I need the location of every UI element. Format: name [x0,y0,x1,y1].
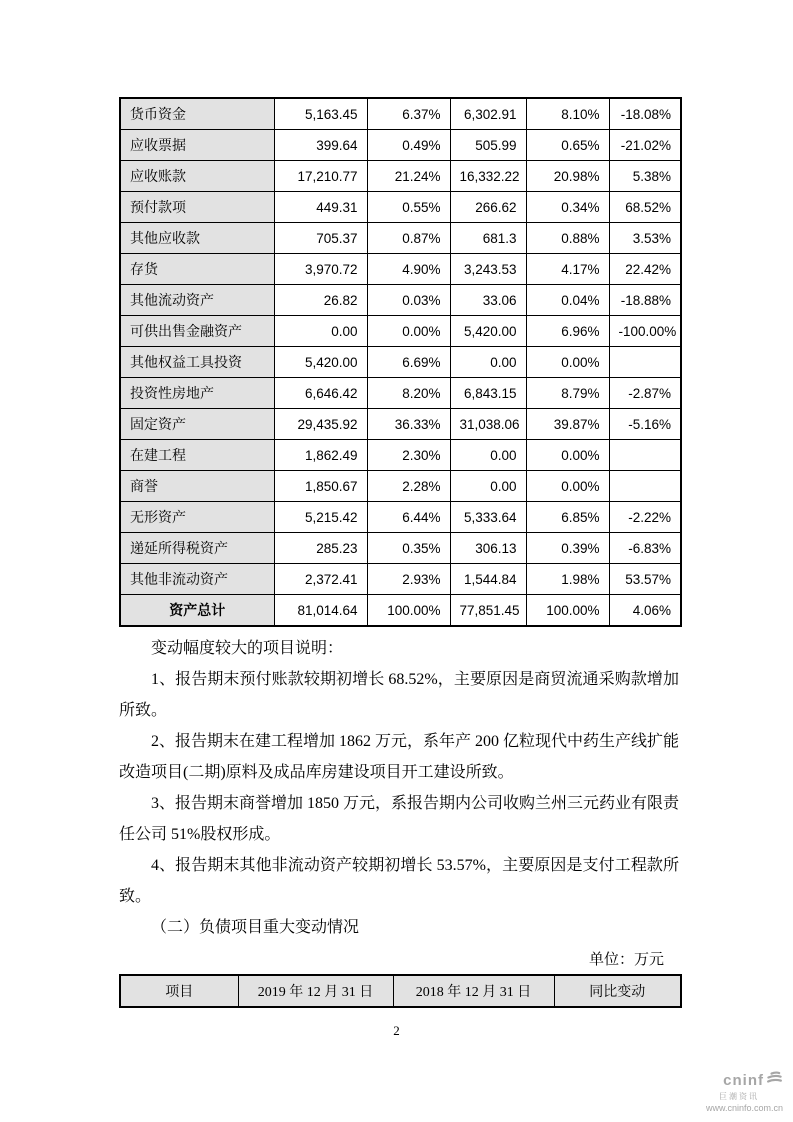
value-cell: 1,850.67 [274,471,367,502]
asset-table-row [120,409,681,440]
value-cell: -100.00% [609,316,681,347]
page-number: 2 [393,1023,400,1038]
asset-table-row [120,130,681,161]
note-paragraph: 4、报告期末其他非流动资产较期初增长 53.57%，主要原因是支付工程款所致。 [119,857,679,905]
value-cell: 0.00% [526,440,609,471]
value-cell: 4.90% [367,254,450,285]
value-cell: 31,038.06 [450,409,526,440]
value-cell: 0.00 [450,347,526,378]
asset-table-row [120,254,681,285]
item-name-cell: 投资性房地产 [120,378,274,409]
asset-table-row [120,440,681,471]
value-cell: 6.37% [367,98,450,130]
value-cell: 0.35% [367,533,450,564]
value-cell: 2.28% [367,471,450,502]
item-name-cell: 无形资产 [120,502,274,533]
value-cell: 266.62 [450,192,526,223]
value-cell: 449.31 [274,192,367,223]
asset-table-row [120,378,681,409]
value-cell: -21.02% [609,130,681,161]
value-cell: 26.82 [274,285,367,316]
value-cell: 0.00% [367,316,450,347]
item-name-cell: 可供出售金融资产 [120,316,274,347]
item-name-cell: 商誉 [120,471,274,502]
cninfo-logo [706,1070,783,1113]
asset-table-body [120,98,681,626]
value-cell: 0.39% [526,533,609,564]
note-paragraph: 1、报告期末预付账款较期初增长 68.52%，主要原因是商贸流通采购款增加所致。 [119,671,679,719]
item-name-cell: 预付款项 [120,192,274,223]
value-cell: 705.37 [274,223,367,254]
value-cell: 306.13 [450,533,526,564]
value-cell: 0.55% [367,192,450,223]
value-cell: 8.79% [526,378,609,409]
value-cell [609,347,681,378]
value-cell: 29,435.92 [274,409,367,440]
value-cell: 399.64 [274,130,367,161]
value-cell: 53.57% [609,564,681,595]
value-cell: 6.69% [367,347,450,378]
value-cell: 5.38% [609,161,681,192]
value-cell: 39.87% [526,409,609,440]
value-cell: 285.23 [274,533,367,564]
asset-change-table [119,97,682,627]
value-cell: 0.87% [367,223,450,254]
value-cell: 1,862.49 [274,440,367,471]
cninfo-url: www.cninfo.com.cn [705,1103,783,1113]
value-cell: 68.52% [609,192,681,223]
asset-table-row [120,471,681,502]
value-cell [609,440,681,471]
item-name-cell: 在建工程 [120,440,274,471]
notes-subheading: （二）负债项目重大变动情况 [151,919,360,936]
value-cell: 6,646.42 [274,378,367,409]
value-cell: 5,420.00 [450,316,526,347]
value-cell: 3,243.53 [450,254,526,285]
value-cell: 81,014.64 [274,595,367,627]
value-cell: 0.00% [526,471,609,502]
cninfo-cn-name: 巨潮资讯 [719,1092,759,1101]
value-cell: 5,163.45 [274,98,367,130]
value-cell: 0.00 [450,440,526,471]
value-cell: 2,372.41 [274,564,367,595]
value-cell: 5,420.00 [274,347,367,378]
value-cell: 0.03% [367,285,450,316]
value-cell: 5,215.42 [274,502,367,533]
value-cell: 1.98% [526,564,609,595]
value-cell: 6.44% [367,502,450,533]
value-cell: -18.88% [609,285,681,316]
value-cell: -2.87% [609,378,681,409]
liability-header-cell: 2018 年 12 月 31 日 [393,975,554,1007]
liability-header-row [120,975,681,1007]
asset-table-row [120,192,681,223]
note-paragraph: 2、报告期末在建工程增加 1862 万元，系年产 200 亿粒现代中药生产线扩能改造项目(二期)原料及成品库房建设项目开工建设所致。 [119,733,680,781]
asset-table-row [120,223,681,254]
value-cell: 0.00 [274,316,367,347]
value-cell: -6.83% [609,533,681,564]
liability-change-table [119,974,682,1008]
value-cell: 20.98% [526,161,609,192]
value-cell: 0.34% [526,192,609,223]
liability-header-cell: 项目 [120,975,238,1007]
value-cell: 0.49% [367,130,450,161]
value-cell: 36.33% [367,409,450,440]
item-name-cell: 其他应收款 [120,223,274,254]
value-cell: 5,333.64 [450,502,526,533]
value-cell: 0.00 [450,471,526,502]
value-cell: 6,843.15 [450,378,526,409]
value-cell: 6.96% [526,316,609,347]
value-cell: 0.65% [526,130,609,161]
asset-table-row [120,161,681,192]
item-name-cell: 其他流动资产 [120,285,274,316]
value-cell: 0.00% [526,347,609,378]
notes-heading: 变动幅度较大的项目说明： [151,640,344,657]
item-name-cell: 固定资产 [120,409,274,440]
item-name-cell: 应收票据 [120,130,274,161]
asset-table-row [120,316,681,347]
value-cell: 6,302.91 [450,98,526,130]
value-cell: 4.06% [609,595,681,627]
asset-table-row [120,595,681,627]
item-name-cell: 递延所得税资产 [120,533,274,564]
value-cell: 77,851.45 [450,595,526,627]
value-cell [609,471,681,502]
value-cell: 1,544.84 [450,564,526,595]
note-paragraph: 3、报告期末商誉增加 1850 万元，系报告期内公司收购兰州三元药业有限责任公司 51%股权形成。 [119,795,680,843]
value-cell: 8.20% [367,378,450,409]
liability-header-cell: 同比变动 [554,975,681,1007]
asset-table-row [120,285,681,316]
value-cell: 17,210.77 [274,161,367,192]
value-cell: 100.00% [367,595,450,627]
asset-table-row [120,502,681,533]
value-cell: 0.04% [526,285,609,316]
value-cell: 4.17% [526,254,609,285]
asset-table-row [120,564,681,595]
value-cell: 22.42% [609,254,681,285]
notes-section [119,633,679,943]
value-cell: 0.88% [526,223,609,254]
item-name-cell: 其他非流动资产 [120,564,274,595]
item-name-cell: 存货 [120,254,274,285]
item-name-cell: 资产总计 [120,595,274,627]
item-name-cell: 其他权益工具投资 [120,347,274,378]
value-cell: 505.99 [450,130,526,161]
value-cell: 33.06 [450,285,526,316]
value-cell: 681.3 [450,223,526,254]
asset-table-row [120,98,681,130]
notes-paragraphs [119,664,679,912]
value-cell: 6.85% [526,502,609,533]
value-cell: 16,332.22 [450,161,526,192]
value-cell: 100.00% [526,595,609,627]
liability-header-cell: 2019 年 12 月 31 日 [238,975,393,1007]
value-cell: 2.93% [367,564,450,595]
cninfo-brand-text: cninf [723,1072,764,1089]
value-cell: 21.24% [367,161,450,192]
asset-table-row [120,347,681,378]
value-cell: -5.16% [609,409,681,440]
item-name-cell: 货币资金 [120,98,274,130]
unit-label: 单位：万元 [588,952,664,968]
value-cell: 8.10% [526,98,609,130]
value-cell: -18.08% [609,98,681,130]
asset-table-row [120,533,681,564]
cninfo-swirl-icon [766,1070,783,1091]
value-cell: 3,970.72 [274,254,367,285]
value-cell: 3.53% [609,223,681,254]
value-cell: 2.30% [367,440,450,471]
item-name-cell: 应收账款 [120,161,274,192]
value-cell: -2.22% [609,502,681,533]
